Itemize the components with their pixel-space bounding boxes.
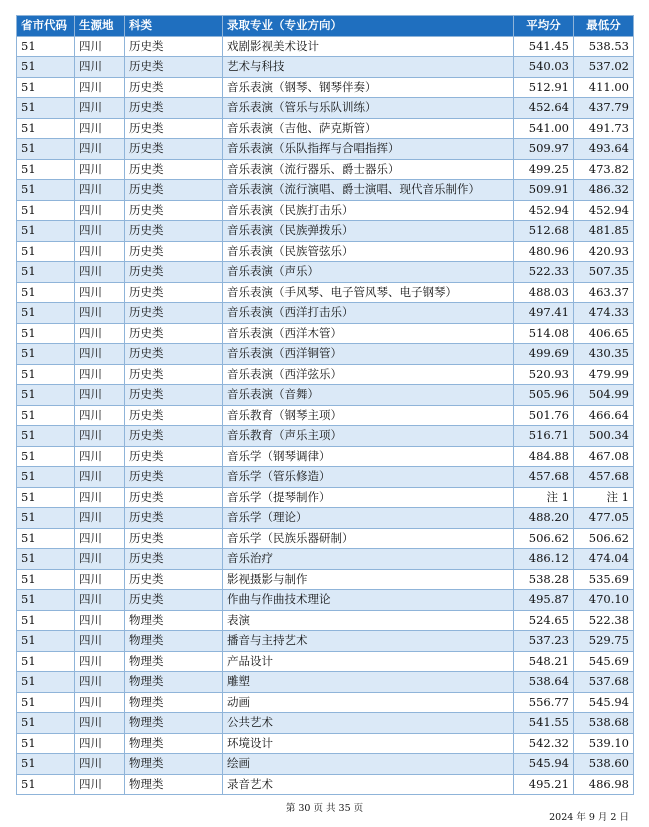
province-code-cell: 51 — [17, 569, 75, 590]
average-score-cell: 548.21 — [514, 651, 574, 672]
origin-cell: 四川 — [75, 405, 125, 426]
major-cell: 艺术与科技 — [223, 57, 514, 78]
average-score-cell: 497.41 — [514, 303, 574, 324]
origin-cell: 四川 — [75, 98, 125, 119]
average-score-cell: 480.96 — [514, 241, 574, 262]
subject-category-cell: 历史类 — [125, 36, 223, 57]
province-code-cell: 51 — [17, 139, 75, 160]
province-code-cell: 51 — [17, 200, 75, 221]
major-cell: 音乐表演（西洋打击乐） — [223, 303, 514, 324]
major-cell: 音乐表演（钢琴、钢琴伴奏） — [223, 77, 514, 98]
average-score-cell: 484.88 — [514, 446, 574, 467]
province-code-cell: 51 — [17, 364, 75, 385]
header-minimum-score: 最低分 — [574, 16, 634, 37]
major-cell: 音乐表演（民族打击乐） — [223, 200, 514, 221]
major-cell: 播音与主持艺术 — [223, 631, 514, 652]
major-cell: 戏剧影视美术设计 — [223, 36, 514, 57]
subject-category-cell: 历史类 — [125, 487, 223, 508]
table-row — [17, 200, 634, 221]
average-score-cell: 457.68 — [514, 467, 574, 488]
province-code-cell: 51 — [17, 159, 75, 180]
average-score-cell: 499.25 — [514, 159, 574, 180]
average-score-cell: 495.21 — [514, 774, 574, 795]
average-score-cell: 512.91 — [514, 77, 574, 98]
major-cell: 音乐教育（声乐主项） — [223, 426, 514, 447]
minimum-score-cell: 504.99 — [574, 385, 634, 406]
subject-category-cell: 物理类 — [125, 651, 223, 672]
major-cell: 表演 — [223, 610, 514, 631]
minimum-score-cell: 538.60 — [574, 754, 634, 775]
province-code-cell: 51 — [17, 57, 75, 78]
origin-cell: 四川 — [75, 77, 125, 98]
major-cell: 音乐表演（手风琴、电子管风琴、电子钢琴） — [223, 282, 514, 303]
minimum-score-cell: 479.99 — [574, 364, 634, 385]
subject-category-cell: 物理类 — [125, 774, 223, 795]
table-row — [17, 426, 634, 447]
average-score-cell: 506.62 — [514, 528, 574, 549]
province-code-cell: 51 — [17, 77, 75, 98]
province-code-cell: 51 — [17, 282, 75, 303]
subject-category-cell: 历史类 — [125, 159, 223, 180]
table-row — [17, 569, 634, 590]
province-code-cell: 51 — [17, 98, 75, 119]
minimum-score-cell: 452.94 — [574, 200, 634, 221]
major-cell: 公共艺术 — [223, 713, 514, 734]
minimum-score-cell: 538.68 — [574, 713, 634, 734]
minimum-score-cell: 539.10 — [574, 733, 634, 754]
province-code-cell: 51 — [17, 221, 75, 242]
major-cell: 音乐表演（西洋弦乐） — [223, 364, 514, 385]
origin-cell: 四川 — [75, 364, 125, 385]
minimum-score-cell: 500.34 — [574, 426, 634, 447]
major-cell: 音乐表演（管乐与乐队训练） — [223, 98, 514, 119]
table-row — [17, 385, 634, 406]
major-cell: 绘画 — [223, 754, 514, 775]
minimum-score-cell: 466.64 — [574, 405, 634, 426]
minimum-score-cell: 430.35 — [574, 344, 634, 365]
major-cell: 作曲与作曲技术理论 — [223, 590, 514, 611]
province-code-cell: 51 — [17, 610, 75, 631]
origin-cell: 四川 — [75, 508, 125, 529]
subject-category-cell: 历史类 — [125, 467, 223, 488]
origin-cell: 四川 — [75, 282, 125, 303]
average-score-cell: 538.28 — [514, 569, 574, 590]
table-row — [17, 241, 634, 262]
minimum-score-cell: 411.00 — [574, 77, 634, 98]
major-cell: 音乐表演（民族管弦乐） — [223, 241, 514, 262]
table-row — [17, 364, 634, 385]
minimum-score-cell: 474.33 — [574, 303, 634, 324]
subject-category-cell: 历史类 — [125, 221, 223, 242]
subject-category-cell: 历史类 — [125, 262, 223, 283]
table-row — [17, 57, 634, 78]
origin-cell: 四川 — [75, 528, 125, 549]
minimum-score-cell: 474.04 — [574, 549, 634, 570]
origin-cell: 四川 — [75, 159, 125, 180]
minimum-score-cell: 486.32 — [574, 180, 634, 201]
average-score-cell: 452.64 — [514, 98, 574, 119]
subject-category-cell: 历史类 — [125, 364, 223, 385]
major-cell: 动画 — [223, 692, 514, 713]
subject-category-cell: 历史类 — [125, 508, 223, 529]
document-date: 2024 年 9 月 2 日 — [549, 812, 629, 823]
province-code-cell: 51 — [17, 487, 75, 508]
table-row — [17, 733, 634, 754]
subject-category-cell: 历史类 — [125, 77, 223, 98]
major-cell: 影视摄影与制作 — [223, 569, 514, 590]
subject-category-cell: 历史类 — [125, 241, 223, 262]
minimum-score-cell: 538.53 — [574, 36, 634, 57]
origin-cell: 四川 — [75, 774, 125, 795]
subject-category-cell: 物理类 — [125, 713, 223, 734]
minimum-score-cell: 507.35 — [574, 262, 634, 283]
average-score-cell: 509.97 — [514, 139, 574, 160]
major-cell: 音乐学（管乐修造） — [223, 467, 514, 488]
table-row — [17, 36, 634, 57]
subject-category-cell: 物理类 — [125, 631, 223, 652]
minimum-score-cell: 457.68 — [574, 467, 634, 488]
province-code-cell: 51 — [17, 344, 75, 365]
origin-cell: 四川 — [75, 241, 125, 262]
table-row — [17, 631, 634, 652]
origin-cell: 四川 — [75, 610, 125, 631]
origin-cell: 四川 — [75, 569, 125, 590]
province-code-cell: 51 — [17, 446, 75, 467]
table-row — [17, 774, 634, 795]
subject-category-cell: 历史类 — [125, 323, 223, 344]
table-row — [17, 98, 634, 119]
subject-category-cell: 历史类 — [125, 344, 223, 365]
table-row — [17, 651, 634, 672]
table-row — [17, 344, 634, 365]
province-code-cell: 51 — [17, 651, 75, 672]
origin-cell: 四川 — [75, 754, 125, 775]
major-cell: 录音艺术 — [223, 774, 514, 795]
province-code-cell: 51 — [17, 713, 75, 734]
origin-cell: 四川 — [75, 651, 125, 672]
subject-category-cell: 物理类 — [125, 754, 223, 775]
average-score-cell: 486.12 — [514, 549, 574, 570]
table-row — [17, 549, 634, 570]
major-cell: 音乐学（理论） — [223, 508, 514, 529]
header-row — [17, 16, 634, 37]
major-cell: 环境设计 — [223, 733, 514, 754]
table-row — [17, 323, 634, 344]
province-code-cell: 51 — [17, 405, 75, 426]
major-cell: 音乐表演（声乐） — [223, 262, 514, 283]
minimum-score-cell: 537.02 — [574, 57, 634, 78]
subject-category-cell: 历史类 — [125, 139, 223, 160]
major-cell: 音乐表演（流行演唱、爵士演唱、现代音乐制作） — [223, 180, 514, 201]
minimum-score-cell: 506.62 — [574, 528, 634, 549]
major-cell: 音乐表演（乐队指挥与合唱指挥） — [223, 139, 514, 160]
table-row — [17, 508, 634, 529]
province-code-cell: 51 — [17, 549, 75, 570]
average-score-cell: 注 1 — [514, 487, 574, 508]
province-code-cell: 51 — [17, 303, 75, 324]
major-cell: 音乐表演（西洋铜管） — [223, 344, 514, 365]
minimum-score-cell: 535.69 — [574, 569, 634, 590]
average-score-cell: 540.03 — [514, 57, 574, 78]
origin-cell: 四川 — [75, 385, 125, 406]
origin-cell: 四川 — [75, 323, 125, 344]
province-code-cell: 51 — [17, 590, 75, 611]
average-score-cell: 542.32 — [514, 733, 574, 754]
origin-cell: 四川 — [75, 200, 125, 221]
origin-cell: 四川 — [75, 733, 125, 754]
minimum-score-cell: 486.98 — [574, 774, 634, 795]
average-score-cell: 516.71 — [514, 426, 574, 447]
table-row — [17, 528, 634, 549]
subject-category-cell: 历史类 — [125, 200, 223, 221]
table-row — [17, 672, 634, 693]
table-row — [17, 610, 634, 631]
province-code-cell: 51 — [17, 508, 75, 529]
average-score-cell: 537.23 — [514, 631, 574, 652]
origin-cell: 四川 — [75, 692, 125, 713]
table-row — [17, 446, 634, 467]
minimum-score-cell: 537.68 — [574, 672, 634, 693]
province-code-cell: 51 — [17, 385, 75, 406]
average-score-cell: 488.20 — [514, 508, 574, 529]
origin-cell: 四川 — [75, 631, 125, 652]
average-score-cell: 505.96 — [514, 385, 574, 406]
table-row — [17, 590, 634, 611]
table-row — [17, 303, 634, 324]
origin-cell: 四川 — [75, 36, 125, 57]
origin-cell: 四川 — [75, 467, 125, 488]
origin-cell: 四川 — [75, 713, 125, 734]
table-row — [17, 139, 634, 160]
average-score-cell: 495.87 — [514, 590, 574, 611]
province-code-cell: 51 — [17, 754, 75, 775]
major-cell: 音乐教育（钢琴主项） — [223, 405, 514, 426]
major-cell: 音乐表演（民族弹拨乐） — [223, 221, 514, 242]
province-code-cell: 51 — [17, 180, 75, 201]
subject-category-cell: 历史类 — [125, 569, 223, 590]
major-cell: 音乐学（提琴制作） — [223, 487, 514, 508]
table-row — [17, 282, 634, 303]
origin-cell: 四川 — [75, 672, 125, 693]
average-score-cell: 541.45 — [514, 36, 574, 57]
minimum-score-cell: 545.69 — [574, 651, 634, 672]
major-cell: 音乐表演（流行器乐、爵士器乐） — [223, 159, 514, 180]
subject-category-cell: 历史类 — [125, 446, 223, 467]
minimum-score-cell: 481.85 — [574, 221, 634, 242]
minimum-score-cell: 477.05 — [574, 508, 634, 529]
header-major: 录取专业（专业方向） — [223, 16, 514, 37]
origin-cell: 四川 — [75, 118, 125, 139]
average-score-cell: 501.76 — [514, 405, 574, 426]
major-cell: 产品设计 — [223, 651, 514, 672]
subject-category-cell: 历史类 — [125, 282, 223, 303]
origin-cell: 四川 — [75, 549, 125, 570]
origin-cell: 四川 — [75, 139, 125, 160]
subject-category-cell: 历史类 — [125, 405, 223, 426]
subject-category-cell: 物理类 — [125, 733, 223, 754]
province-code-cell: 51 — [17, 692, 75, 713]
origin-cell: 四川 — [75, 344, 125, 365]
province-code-cell: 51 — [17, 118, 75, 139]
average-score-cell: 556.77 — [514, 692, 574, 713]
average-score-cell: 522.33 — [514, 262, 574, 283]
subject-category-cell: 物理类 — [125, 610, 223, 631]
major-cell: 音乐学（民族乐器研制） — [223, 528, 514, 549]
average-score-cell: 509.91 — [514, 180, 574, 201]
average-score-cell: 520.93 — [514, 364, 574, 385]
header-province-code: 省市代码 — [17, 16, 75, 37]
subject-category-cell: 历史类 — [125, 528, 223, 549]
average-score-cell: 514.08 — [514, 323, 574, 344]
minimum-score-cell: 522.38 — [574, 610, 634, 631]
header-average-score: 平均分 — [514, 16, 574, 37]
origin-cell: 四川 — [75, 446, 125, 467]
table-row — [17, 467, 634, 488]
province-code-cell: 51 — [17, 528, 75, 549]
average-score-cell: 541.55 — [514, 713, 574, 734]
origin-cell: 四川 — [75, 180, 125, 201]
average-score-cell: 488.03 — [514, 282, 574, 303]
minimum-score-cell: 467.08 — [574, 446, 634, 467]
province-code-cell: 51 — [17, 36, 75, 57]
page-number: 第 30 页 共 35 页 — [285, 803, 364, 814]
minimum-score-cell: 463.37 — [574, 282, 634, 303]
table-row — [17, 262, 634, 283]
average-score-cell: 499.69 — [514, 344, 574, 365]
table-row — [17, 77, 634, 98]
table-row — [17, 405, 634, 426]
subject-category-cell: 历史类 — [125, 118, 223, 139]
origin-cell: 四川 — [75, 487, 125, 508]
minimum-score-cell: 493.64 — [574, 139, 634, 160]
subject-category-cell: 历史类 — [125, 549, 223, 570]
major-cell: 音乐表演（音舞） — [223, 385, 514, 406]
origin-cell: 四川 — [75, 57, 125, 78]
origin-cell: 四川 — [75, 426, 125, 447]
average-score-cell: 512.68 — [514, 221, 574, 242]
origin-cell: 四川 — [75, 590, 125, 611]
minimum-score-cell: 470.10 — [574, 590, 634, 611]
table-row — [17, 487, 634, 508]
minimum-score-cell: 406.65 — [574, 323, 634, 344]
province-code-cell: 51 — [17, 774, 75, 795]
average-score-cell: 545.94 — [514, 754, 574, 775]
subject-category-cell: 历史类 — [125, 57, 223, 78]
major-cell: 音乐表演（吉他、萨克斯管） — [223, 118, 514, 139]
average-score-cell: 452.94 — [514, 200, 574, 221]
minimum-score-cell: 529.75 — [574, 631, 634, 652]
table-row — [17, 159, 634, 180]
header-origin: 生源地 — [75, 16, 125, 37]
subject-category-cell: 历史类 — [125, 590, 223, 611]
province-code-cell: 51 — [17, 426, 75, 447]
table-row — [17, 713, 634, 734]
subject-category-cell: 历史类 — [125, 303, 223, 324]
minimum-score-cell: 注 1 — [574, 487, 634, 508]
average-score-cell: 541.00 — [514, 118, 574, 139]
subject-category-cell: 物理类 — [125, 672, 223, 693]
minimum-score-cell: 545.94 — [574, 692, 634, 713]
major-cell: 音乐学（钢琴调律） — [223, 446, 514, 467]
minimum-score-cell: 420.93 — [574, 241, 634, 262]
table-row — [17, 221, 634, 242]
major-cell: 音乐表演（西洋木管） — [223, 323, 514, 344]
province-code-cell: 51 — [17, 672, 75, 693]
province-code-cell: 51 — [17, 733, 75, 754]
subject-category-cell: 物理类 — [125, 692, 223, 713]
subject-category-cell: 历史类 — [125, 426, 223, 447]
table-row — [17, 754, 634, 775]
table-body — [17, 36, 634, 795]
admission-scores-table — [16, 15, 634, 795]
province-code-cell: 51 — [17, 262, 75, 283]
table-header — [17, 16, 634, 37]
major-cell: 音乐治疗 — [223, 549, 514, 570]
header-subject-category: 科类 — [125, 16, 223, 37]
average-score-cell: 524.65 — [514, 610, 574, 631]
table-row — [17, 692, 634, 713]
minimum-score-cell: 491.73 — [574, 118, 634, 139]
table-row — [17, 118, 634, 139]
minimum-score-cell: 437.79 — [574, 98, 634, 119]
origin-cell: 四川 — [75, 221, 125, 242]
origin-cell: 四川 — [75, 303, 125, 324]
average-score-cell: 538.64 — [514, 672, 574, 693]
subject-category-cell: 历史类 — [125, 385, 223, 406]
major-cell: 雕塑 — [223, 672, 514, 693]
origin-cell: 四川 — [75, 262, 125, 283]
table-row — [17, 180, 634, 201]
province-code-cell: 51 — [17, 241, 75, 262]
minimum-score-cell: 473.82 — [574, 159, 634, 180]
province-code-cell: 51 — [17, 467, 75, 488]
subject-category-cell: 历史类 — [125, 98, 223, 119]
province-code-cell: 51 — [17, 323, 75, 344]
subject-category-cell: 历史类 — [125, 180, 223, 201]
province-code-cell: 51 — [17, 631, 75, 652]
